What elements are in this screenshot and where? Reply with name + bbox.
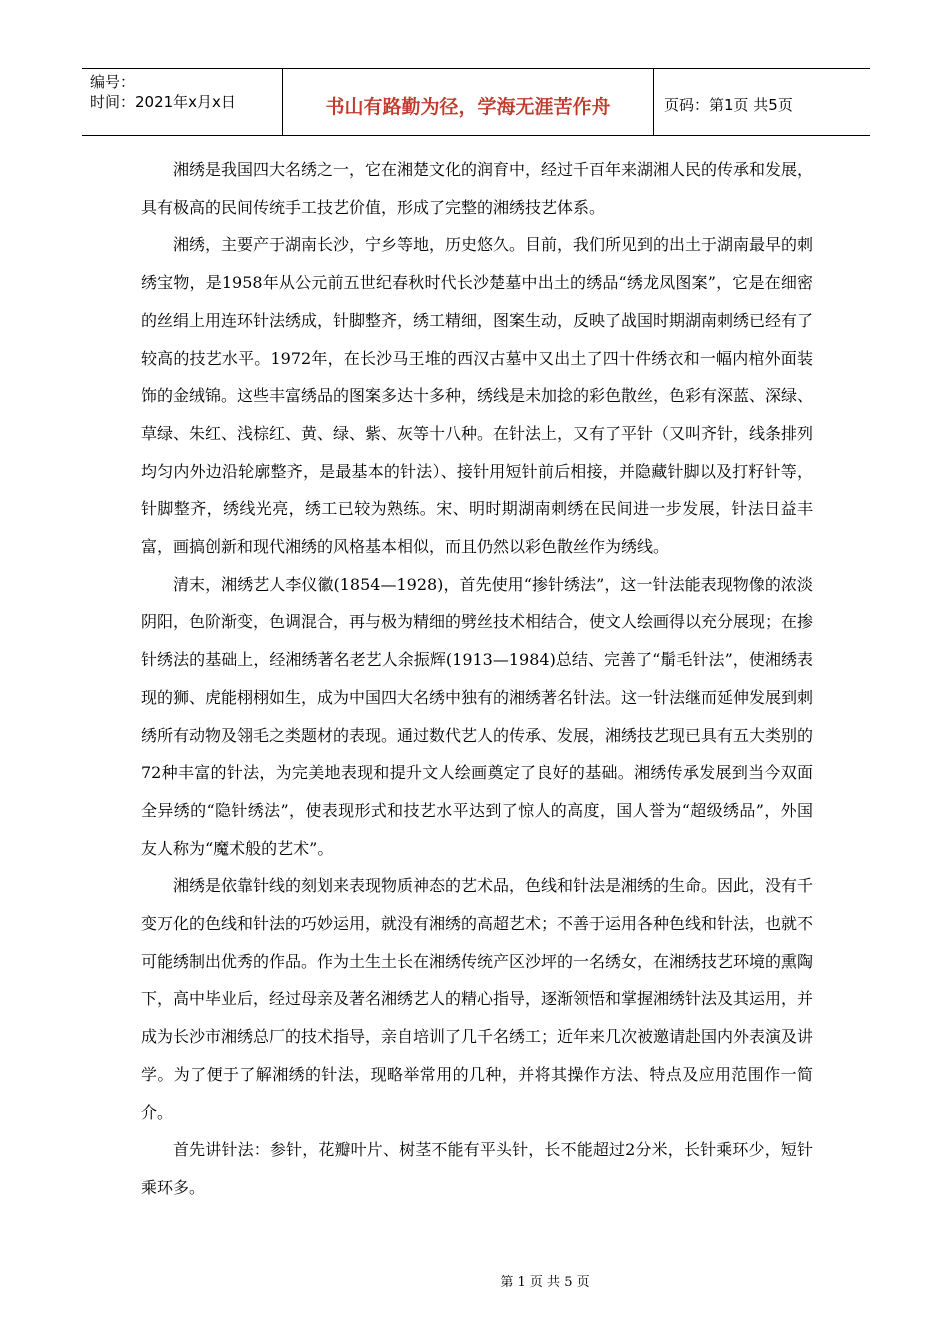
document-header xyxy=(82,68,870,136)
document-body xyxy=(141,151,813,1207)
paragraph-1: 湘绣是我国四大名绣之一，它在湘楚文化的润育中，经过千百年来湖湘人民的传承和发展，具有极高的民间传统手工技艺价值，形成了完整的湘绣技艺体系。 xyxy=(141,160,814,217)
header-motto: 书山有路勤为径，学海无涯苦作舟 xyxy=(283,69,654,135)
paragraph-2: 湘绣，主要产于湖南长沙，宁乡等地，历史悠久。目前，我们所见到的出土于湖南最早的刺绣宝物，是1958年从公元前五世纪春秋时代长沙楚墓中出土的绣品“绣龙凤图案”，它是在细密的丝绢上用连环针法绣成，针脚整齐，绣工精细，图案生动，反映了战国时期湖南刺绣已经有了较高的技艺水平。1972年，在长沙马王堆的西汉古墓中又出土了四十件绣衣和一幅内棺外面装饰的金绒锦。这些丰富绣品的图案多达十多种，绣线是未加捻的彩色散丝，色彩有深蓝、深绿、草绿、朱红、浅棕红、黄、绿、紫、灰等十八种。在针法上，又有了平针（又叫齐针，线条排列均匀内外边沿轮廓整齐，是最基本的针法）、接针用短针前后相接，并隐藏针脚以及打籽针等，针脚整齐，绣线光亮，绣工已较为熟练。宋、明时期湖南刺绣在民间进一步发展，针法日益丰富，画搞创新和现代湘绣的风格基本相似，而且仍然以彩色散丝作为绣线。 xyxy=(141,235,814,557)
page-footer: 第 1 页 共 5 页 xyxy=(500,1275,590,1290)
paragraph-4: 湘绣是依靠针线的刻划来表现物质神态的艺术品，色线和针法是湘绣的生命。因此，没有千变万化的色线和针法的巧妙运用，就没有湘绣的高超艺术；不善于运用各种色线和针法，也就不可能绣制出优秀的作品。作为土生土长在湘绣传统产区沙坪的一名绣女，在湘绣技艺环境的熏陶下，高中毕业后，经过母亲及著名湘绣艺人的精心指导，逐渐领悟和掌握湘绣针法及其运用，并成为长沙市湘绣总厂的技术指导，亲自培训了几千名绣工；近年来几次被邀请赴国内外表演及讲学。为了便于了解湘绣的针法，现略举常用的几种，并将其操作方法、特点及应用范围作一简介。 xyxy=(141,876,814,1122)
paragraph-5: 首先讲针法：参针，花瓣叶片、树茎不能有平头针，长不能超过2分米，长针乘环少，短针乘环多。 xyxy=(141,1140,813,1197)
header-page-info: 页码：第1页 共5页 xyxy=(664,95,793,114)
header-meta xyxy=(82,69,283,135)
document-date-label: 时间：2021年x月x日 xyxy=(90,93,236,111)
document-number-label: 编号： xyxy=(90,73,136,91)
paragraph-3: 清末，湘绣艺人李仪徽(1854—1928)，首先使用“掺针绣法”，这一针法能表现物像的浓淡阴阳，色阶渐变，色调混合，再与极为精细的劈丝技术相结合，使文人绘画得以充分展现；在掺针绣法的基础上，经湘绣著名老艺人余振辉(1913—1984)总结、完善了“鬅毛针法”，使湘绣表现的狮、虎能栩栩如生，成为中国四大名绣中独有的湘绣著名针法。这一针法继而延伸发展到刺绣所有动物及翎毛之类题材的表现。通过数代艺人的传承、发展，湘绣技艺现已具有五大类别的72种丰富的针法，为完美地表现和提升文人绘画奠定了良好的基础。湘绣传承发展到当今双面全异绣的“隐针绣法”，使表现形式和技艺水平达到了惊人的高度，国人誉为“超级绣品”，外国友人称为“魔术般的艺术”。 xyxy=(141,574,814,858)
